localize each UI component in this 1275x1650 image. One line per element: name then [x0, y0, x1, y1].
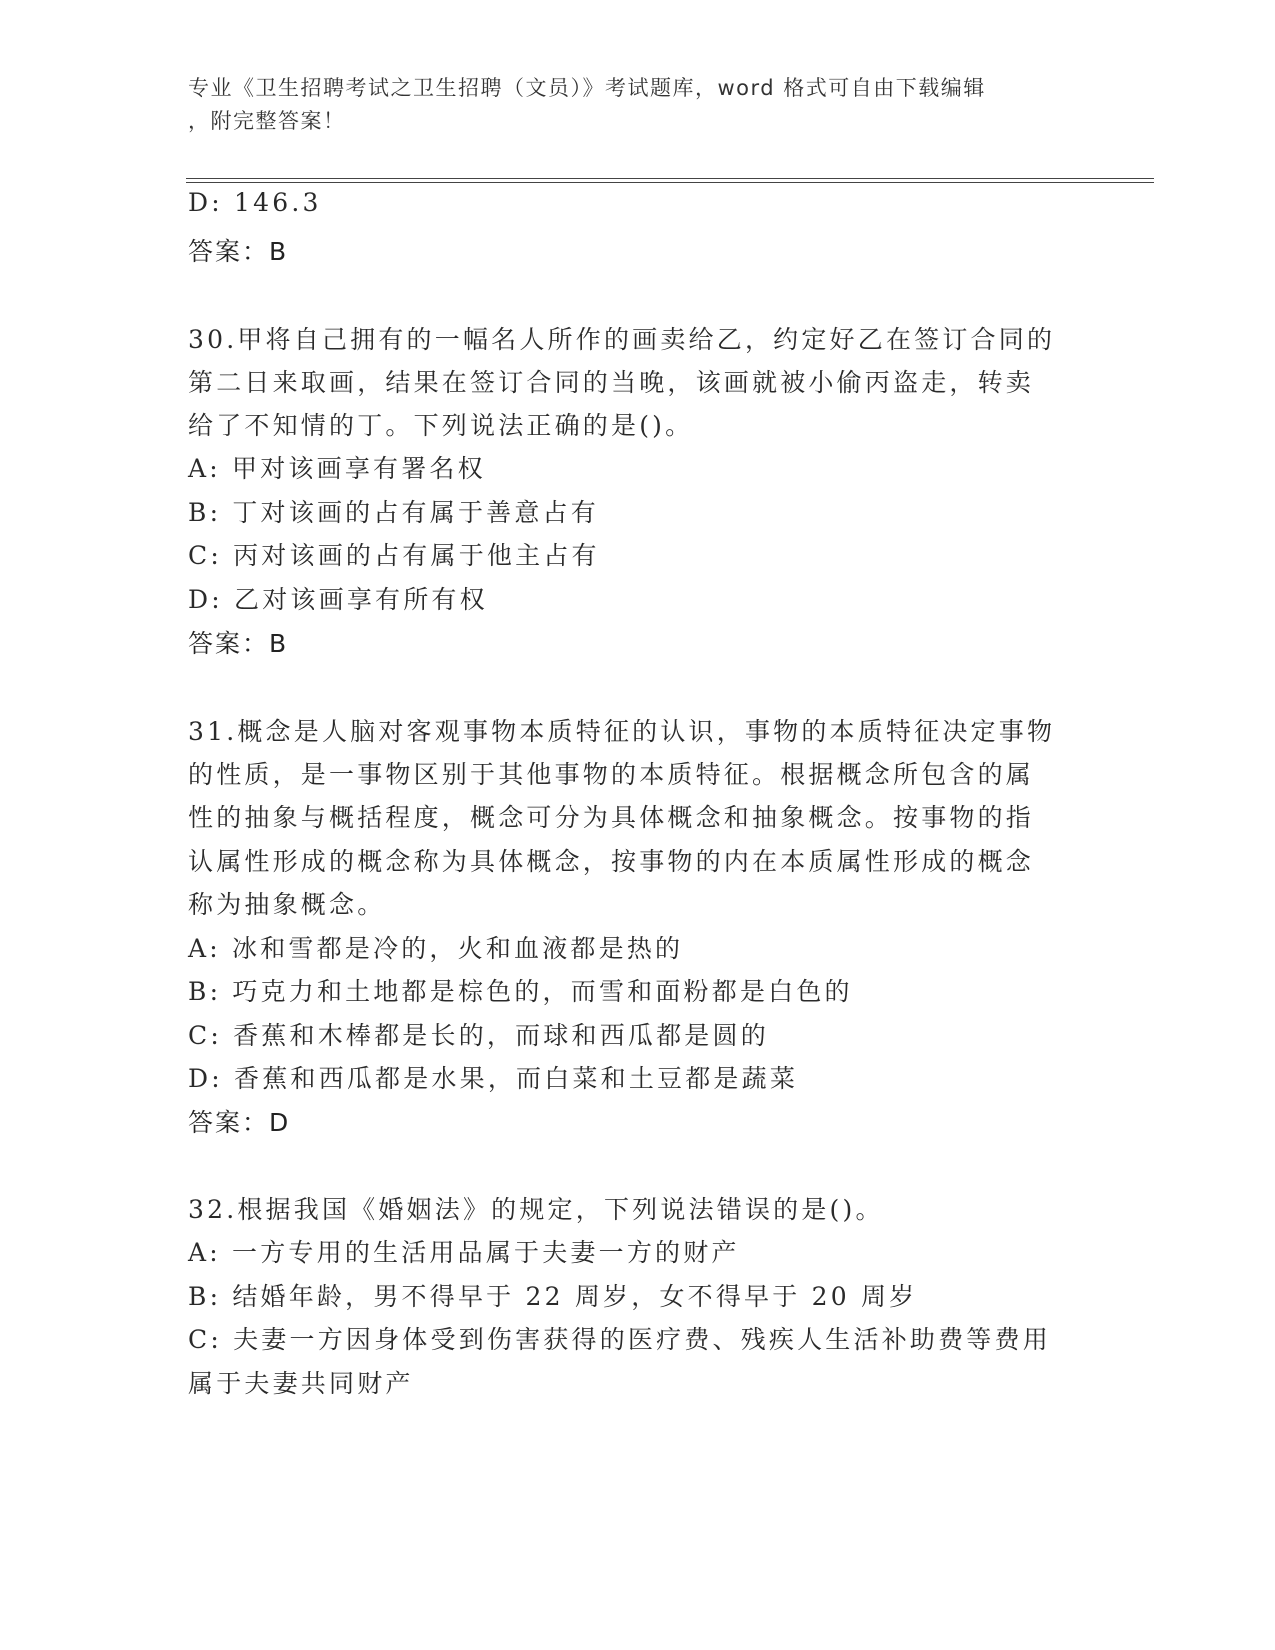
- q30-option-b: B: 丁对该画的占有属于善意占有: [188, 498, 599, 527]
- q32-stem-line-1: 32.根据我国《婚姻法》的规定，下列说法错误的是()。: [188, 1195, 884, 1224]
- q31-option-c: C: 香蕉和木棒都是长的，而球和西瓜都是圆的: [188, 1021, 769, 1050]
- q32-option-c: C: 夫妻一方因身体受到伤害获得的医疗费、残疾人生活补助费等费用: [188, 1325, 1051, 1354]
- q30-option-a: A: 甲对该画享有署名权: [188, 454, 486, 483]
- header-divider-bottom: [186, 182, 1154, 183]
- header-line-2: ，附完整答案！: [188, 109, 346, 133]
- header-line-1: 专业《卫生招聘考试之卫生招聘（文员）》考试题库，word 格式可自由下载编辑: [188, 76, 986, 100]
- q31-stem-line-3: 性的抽象与概括程度，概念可分为具体概念和抽象概念。按事物的指: [188, 803, 1035, 832]
- q31-answer: 答案：D: [188, 1108, 291, 1137]
- header-divider-top: [186, 178, 1154, 179]
- q29-option-d: D: 146.3: [188, 188, 322, 217]
- q32-option-c-continued: 属于夫妻共同财产: [188, 1369, 414, 1398]
- q29-answer: 答案：B: [188, 237, 289, 266]
- q30-stem-line-3: 给了不知情的丁。下列说法正确的是()。: [188, 411, 694, 440]
- q31-stem-line-1: 31.概念是人脑对客观事物本质特征的认识，事物的本质特征决定事物: [188, 717, 1056, 746]
- q31-stem-line-5: 称为抽象概念。: [188, 890, 386, 919]
- q30-answer: 答案：B: [188, 629, 289, 658]
- q30-stem-line-2: 第二日来取画，结果在签订合同的当晚，该画就被小偷丙盗走，转卖: [188, 368, 1035, 397]
- q31-option-b: B: 巧克力和土地都是棕色的，而雪和面粉都是白色的: [188, 977, 853, 1006]
- q30-option-c: C: 丙对该画的占有属于他主占有: [188, 541, 600, 570]
- q30-option-d: D: 乙对该画享有所有权: [188, 585, 488, 614]
- q32-option-b: B: 结婚年龄，男不得早于 22 周岁，女不得早于 20 周岁: [188, 1282, 918, 1311]
- q31-stem-line-4: 认属性形成的概念称为具体概念，按事物的内在本质属性形成的概念: [188, 847, 1035, 876]
- q32-option-a: A: 一方专用的生活用品属于夫妻一方的财产: [188, 1238, 740, 1267]
- q30-stem-line-1: 30.甲将自己拥有的一幅名人所作的画卖给乙，约定好乙在签订合同的: [188, 325, 1056, 354]
- q31-option-a: A: 冰和雪都是冷的，火和血液都是热的: [188, 934, 684, 963]
- q31-option-d: D: 香蕉和西瓜都是水果，而白菜和土豆都是蔬菜: [188, 1064, 799, 1093]
- q31-stem-line-2: 的性质，是一事物区别于其他事物的本质特征。根据概念所包含的属: [188, 760, 1035, 789]
- document-header: [188, 72, 1068, 138]
